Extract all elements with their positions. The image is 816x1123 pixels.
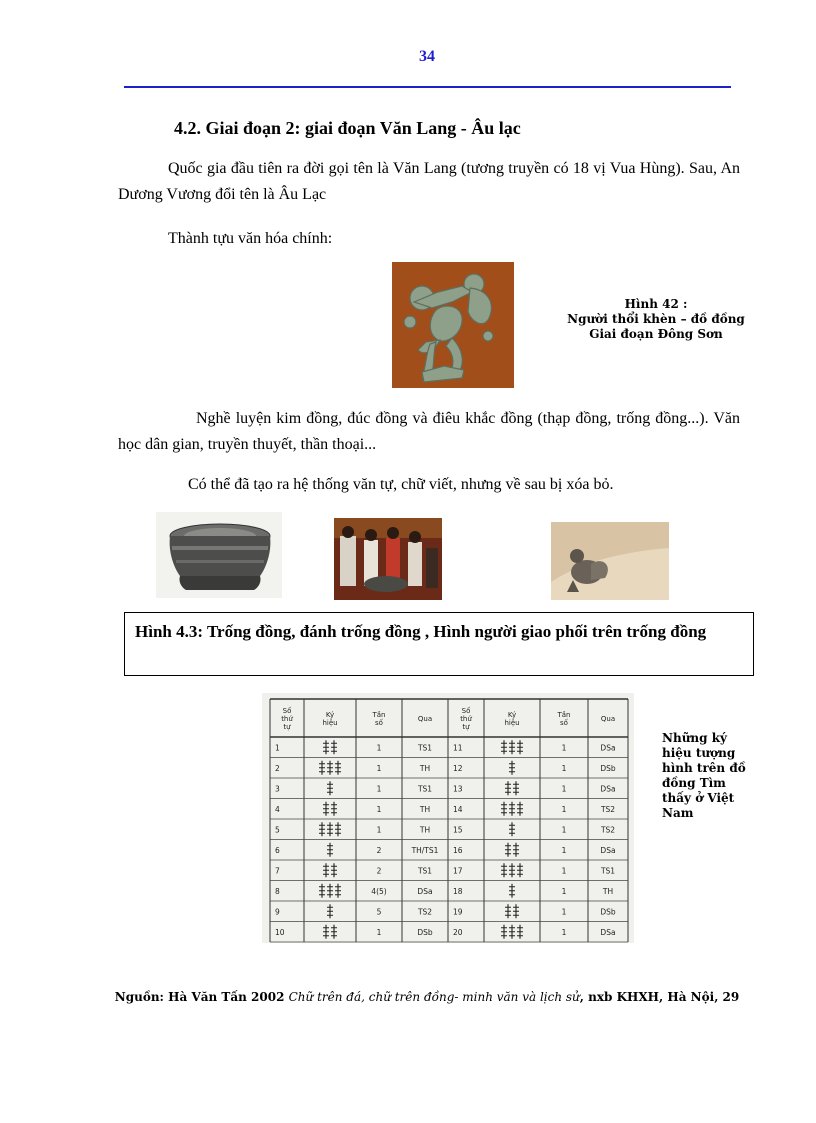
table-header-cell: Tần xyxy=(372,711,386,719)
table-cell: 20 xyxy=(453,927,463,937)
table-cell: 1 xyxy=(561,763,567,773)
table-cell: 1 xyxy=(376,927,382,937)
table-cell: DSb xyxy=(600,763,616,773)
source-citation xyxy=(0,990,816,1004)
table-cell: DSa xyxy=(600,927,616,937)
table-cell: 1 xyxy=(376,825,382,835)
figure-42-subtitle: Người thổi khèn – đồ đồng xyxy=(567,312,745,326)
table-cell: DSb xyxy=(417,927,433,937)
drum-beating-illustration xyxy=(334,518,442,600)
table-cell: 5 xyxy=(275,825,280,835)
table-cell: 1 xyxy=(561,845,567,855)
table-cell: 7 xyxy=(275,866,280,876)
pictograph-symbol xyxy=(319,822,341,836)
pictograph-symbol xyxy=(323,802,337,816)
table-cell: DSa xyxy=(600,845,616,855)
table-header-cell: Ký xyxy=(325,711,335,719)
table-cell: 2 xyxy=(376,845,382,855)
table-header-cell: Tần xyxy=(557,711,571,719)
table-header-cell: Qua xyxy=(417,715,433,723)
pictograph-symbol xyxy=(501,863,523,877)
table-cell: 1 xyxy=(561,927,567,937)
table-cell: TS1 xyxy=(417,784,433,794)
table-cell: 1 xyxy=(561,743,567,753)
pictograph-symbol xyxy=(319,884,341,898)
table-cell: 1 xyxy=(376,763,382,773)
pictograph-symbol xyxy=(327,843,333,857)
pictograph-symbol xyxy=(323,863,337,877)
pictograph-symbol xyxy=(327,904,333,918)
table-cell: 19 xyxy=(453,907,463,917)
table-cell: 1 xyxy=(561,866,567,876)
paragraph-van-lang: Quốc gia đầu tiên ra đời gọi tên là Văn Lang (tương truyền có 18 vị Vua Hùng). Sau, An Dương Vương đổi tên là Âu Lạc xyxy=(118,160,740,203)
table-header-cell: số xyxy=(560,719,568,727)
table-cell: 8 xyxy=(275,886,280,896)
table-cell: 11 xyxy=(453,743,463,753)
table-cell: 1 xyxy=(376,804,382,814)
pictograph-symbol xyxy=(501,740,523,754)
mating-figures-illustration xyxy=(551,522,669,600)
khen-player-illustration xyxy=(392,262,514,388)
table-cell: 4(5) xyxy=(371,886,387,896)
table-cell: TS2 xyxy=(417,907,433,917)
table-cell: DSa xyxy=(600,784,616,794)
table-cell: 2 xyxy=(376,866,382,876)
table-header-cell: thứ xyxy=(460,715,472,723)
table-header-cell: tự xyxy=(462,723,470,731)
pictograph-symbol xyxy=(323,740,337,754)
table-cell: 18 xyxy=(453,886,463,896)
symbol-table-note: Những ký hiệu tượng hình trên đồ đồng Tìm thấy ở Việt Nam xyxy=(662,731,746,820)
table-cell: 2 xyxy=(275,763,280,773)
table-cell: TH/TS1 xyxy=(411,845,439,855)
table-cell: TH xyxy=(602,886,614,896)
table-cell: 10 xyxy=(275,927,285,937)
pictograph-symbol xyxy=(505,904,519,918)
table-header-cell: Số xyxy=(282,707,292,715)
table-cell: 16 xyxy=(453,845,463,855)
bronze-drum-illustration xyxy=(156,512,282,598)
table-cell: 1 xyxy=(561,804,567,814)
table-cell: 6 xyxy=(275,845,280,855)
table-cell: TH xyxy=(419,804,431,814)
drum-beating-photo xyxy=(334,518,442,600)
table-cell: TS1 xyxy=(600,866,616,876)
table-header-cell: số xyxy=(375,719,383,727)
table-cell: 1 xyxy=(561,907,567,917)
paragraph-bronze-crafts: Nghề luyện kim đồng, đúc đồng và điêu khắc đồng (thạp đồng, trống đồng...). Văn học dân gian, truyền thuyết, thần thoại... xyxy=(118,410,740,453)
pictograph-symbol xyxy=(505,843,519,857)
table-header-cell: Qua xyxy=(600,715,616,723)
symbol-table-grid xyxy=(262,693,634,943)
figure-42-caption xyxy=(566,297,746,342)
table-cell: 1 xyxy=(561,784,567,794)
table-cell: 9 xyxy=(275,907,280,917)
khen-player-bronze-image xyxy=(392,262,514,388)
table-cell: 12 xyxy=(453,763,463,773)
pictograph-symbol xyxy=(319,761,341,775)
table-cell: 1 xyxy=(376,743,382,753)
source-prefix: Nguồn: Hà Văn Tấn 2002 xyxy=(114,990,289,1004)
figure-42-period: Giai đoạn Đông Sơn xyxy=(589,327,723,341)
pictograph-symbol xyxy=(501,802,523,816)
table-header-cell: hiệu xyxy=(504,719,520,727)
mating-figures-photo xyxy=(551,522,669,600)
table-cell: TS2 xyxy=(600,804,616,814)
bronze-drum-photo xyxy=(156,512,282,598)
table-cell: 1 xyxy=(376,784,382,794)
table-cell: DSa xyxy=(417,886,433,896)
figure-42-title: Hình 42 : xyxy=(624,297,688,311)
table-header-cell: thứ xyxy=(281,715,293,723)
table-cell: DSa xyxy=(600,743,616,753)
table-header-cell: tự xyxy=(283,723,291,731)
table-cell: TS1 xyxy=(417,866,433,876)
table-header-cell: hiệu xyxy=(322,719,338,727)
table-cell: 13 xyxy=(453,784,463,794)
figure-43-caption-box xyxy=(124,612,754,676)
table-cell: DSb xyxy=(600,907,616,917)
header-rule xyxy=(124,86,731,88)
page-number: 34 xyxy=(419,48,435,65)
paragraph-achievements: Thành tựu văn hóa chính: xyxy=(168,230,333,247)
pictograph-symbol xyxy=(501,925,523,939)
table-cell: 15 xyxy=(453,825,463,835)
pictograph-symbol xyxy=(509,884,515,898)
section-heading: 4.2. Giai đoạn 2: giai đoạn Văn Lang - Âu lạc xyxy=(174,118,521,138)
figure-43-caption: Hình 4.3: Trống đồng, đánh trống đồng , Hình người giao phối trên trống đồng xyxy=(135,622,707,641)
pictograph-symbol xyxy=(509,822,515,836)
table-header-cell: Ký xyxy=(507,711,517,719)
table-cell: TH xyxy=(419,825,431,835)
pictograph-symbol xyxy=(505,781,519,795)
table-cell: 14 xyxy=(453,804,463,814)
table-cell: TS1 xyxy=(417,743,433,753)
pictograph-symbol xyxy=(509,761,515,775)
table-cell: 3 xyxy=(275,784,280,794)
table-cell: 17 xyxy=(453,866,463,876)
pictograph-symbol xyxy=(323,925,337,939)
table-cell: TS2 xyxy=(600,825,616,835)
table-cell: TH xyxy=(419,763,431,773)
bronze-symbol-table xyxy=(262,693,634,943)
table-cell: 1 xyxy=(561,886,567,896)
table-cell: 4 xyxy=(275,804,280,814)
source-suffix: , nxb KHXH, Hà Nội, 29 xyxy=(579,990,740,1004)
table-cell: 5 xyxy=(376,907,382,917)
pictograph-symbol xyxy=(327,781,333,795)
source-title: Chữ trên đá, chữ trên đồng- minh văn và lịch sử xyxy=(288,990,580,1004)
paragraph-writing-system: Có thể đã tạo ra hệ thống văn tự, chữ viết, nhưng về sau bị xóa bỏ. xyxy=(188,476,614,493)
table-header-cell: Số xyxy=(461,707,471,715)
table-cell: 1 xyxy=(561,825,567,835)
table-cell: 1 xyxy=(275,743,280,753)
